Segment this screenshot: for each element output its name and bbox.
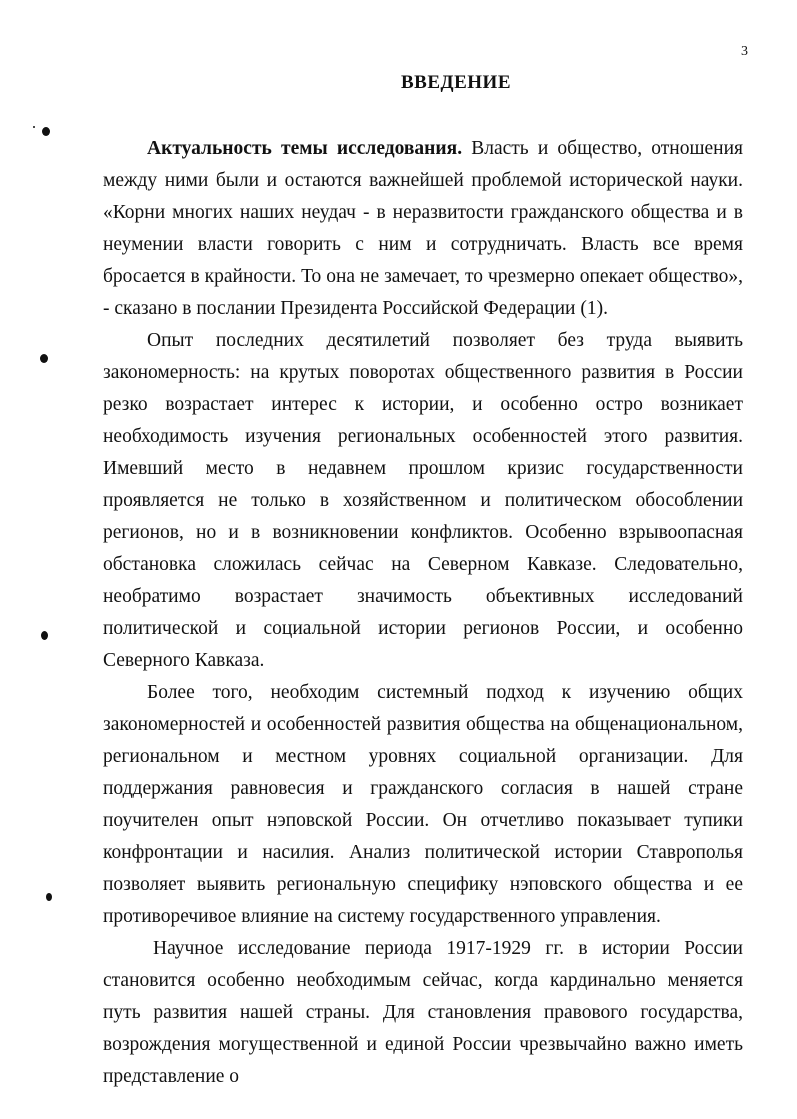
paragraph [103, 133, 743, 325]
document-body [103, 133, 743, 1093]
scan-mark-dot [40, 354, 48, 363]
scan-mark-dot [46, 893, 52, 901]
page-number: 3 [741, 44, 748, 59]
paragraph-lead: Актуальность темы исследования. [147, 138, 463, 159]
page-title: ВВЕДЕНИЕ [401, 72, 511, 93]
paragraph: Более того, необходим системный подход к изучению общих закономерностей и особенностей развития общества на общенациональном, региональном и местном уровнях социальной организации. Для поддержания равновесия и гражданского согласия в нашей стране поучителен опыт нэповской России. Он отчетливо показывает тупики конфронтации и насилия. Анализ политической истории Ставрополья позволяет выявить региональную специфику нэповского общества и ее противоречивое влияние на систему государственного управления. [103, 682, 743, 927]
paragraph-text: Власть и общество, отношения между ними были и остаются важнейшей проблемой исторической науки. «Корни многих наших неудач - в неразвитости гражданского общества и в неумении власти говорить с ним и сотрудничать. Власть все время бросается в крайности. То она не замечает, то чрезмерно опекает общество», - сказано в послании Президента Российской Федерации (1). [103, 138, 744, 319]
scan-mark-dot [41, 631, 48, 640]
scan-mark-dot [33, 126, 35, 128]
paragraph: Опыт последних десятилетий позволяет без труда выявить закономерность: на крутых поворотах общественного развития в России резко возрастает интерес к истории, и особенно остро возникает необходимость изучения региональных особенностей этого развития. Имевший место в недавнем прошлом кризис государственности проявляется не только в хозяйственном и политическом обособлении регионов, но и в возникновении конфликтов. Особенно взрывоопасная обстановка сложилась сейчас на Северном Кавказе. Следовательно, необратимо возрастает значимость объективных исследований политической и социальной истории регионов России, и особенно Северного Кавказа. [103, 330, 743, 671]
paragraph: Научное исследование периода 1917-1929 гг. в истории России становится особенно необходимым сейчас, когда кардинально меняется путь развития нашей страны. Для становления правового государства, возрождения могущественной и единой России чрезвычайно важно иметь представление о [103, 938, 743, 1087]
scan-mark-dot [42, 127, 50, 136]
